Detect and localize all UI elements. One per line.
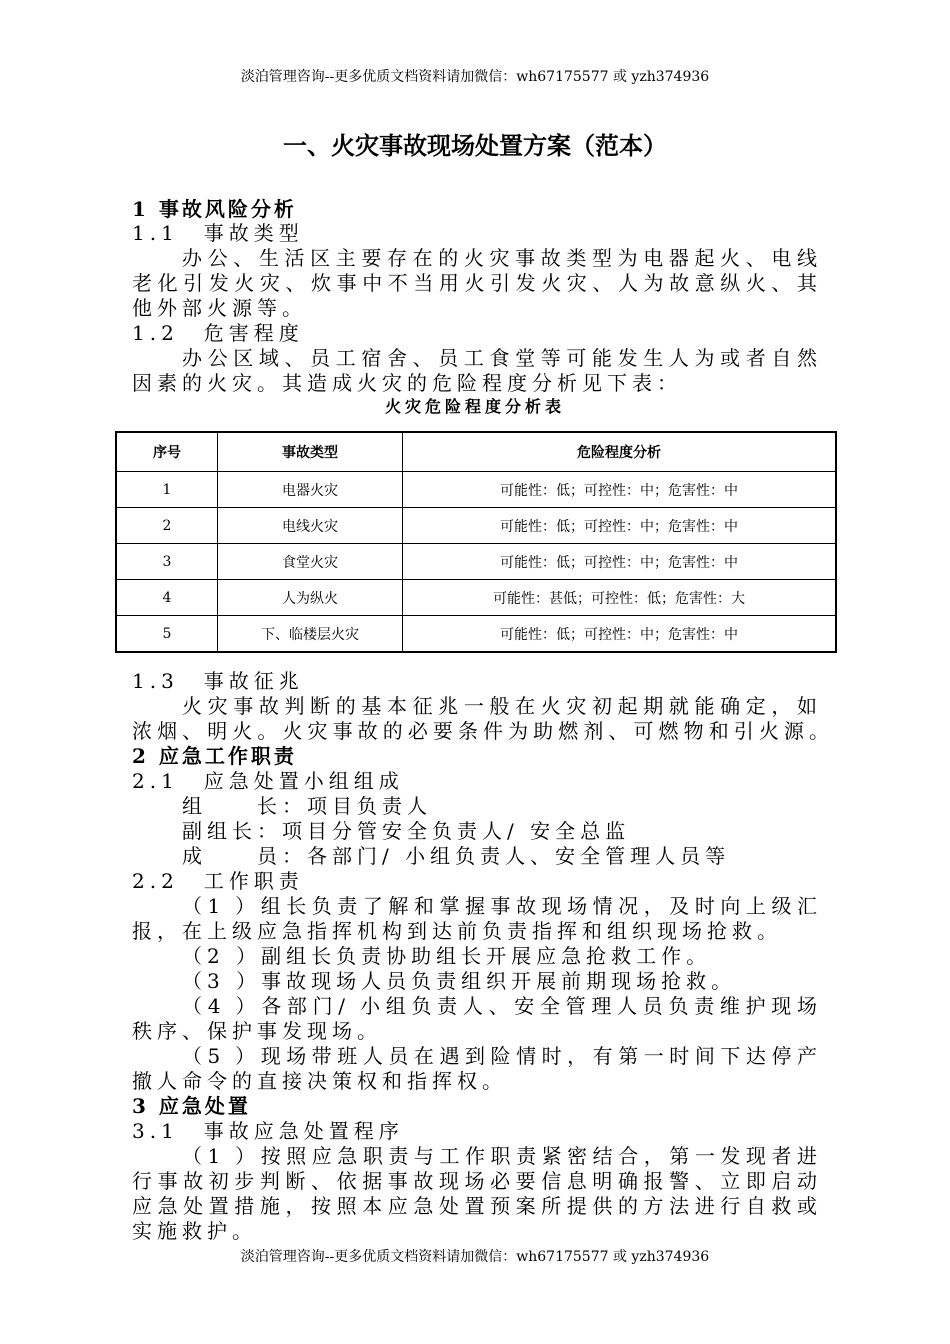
- table-cell: 食堂火灾: [218, 544, 403, 580]
- section-1-heading: 1 事故风险分析: [132, 197, 297, 221]
- table-cell: 人为纵火: [218, 580, 403, 616]
- table-cell: 电器火灾: [218, 472, 403, 508]
- paragraph-line: 办公区域、员工宿舍、员工食堂等可能发生人为或者自然: [182, 346, 820, 370]
- paragraph-line: 行事故初步判断、依据事故现场必要信息明确报警、立即启动: [132, 1169, 820, 1193]
- table-header-row: [116, 432, 836, 472]
- section-2-heading: 2 应急工作职责: [132, 744, 297, 768]
- table-cell: 可能性：甚低；可控性：低；危害性：大: [403, 580, 837, 616]
- table-row: [116, 616, 836, 653]
- table-cell: 可能性：低；可控性：中；危害性：中: [403, 508, 837, 544]
- column-header: 序号: [116, 432, 218, 472]
- section-1-3-heading: 1.3 事故征兆: [132, 669, 304, 693]
- table-cell: 下、临楼层火灾: [218, 616, 403, 653]
- paragraph-line: （5 ）现场带班人员在遇到险情时，有第一时间下达停产: [182, 1044, 820, 1068]
- table-cell: 可能性：低；可控性：中；危害性：中: [403, 616, 837, 653]
- section-1-2-heading: 1.2 危害程度: [132, 321, 304, 345]
- paragraph-line: 应急处置措施，按照本应急处置预案所提供的方法进行自救或: [132, 1194, 820, 1218]
- section-1-1-heading: 1.1 事故类型: [132, 221, 304, 245]
- section-2-1-heading: 2.1 应急处置小组组成: [132, 769, 404, 793]
- paragraph-line: 报，在上级应急指挥机构到达前负责指挥和组织现场抢救。: [132, 919, 782, 943]
- paragraph-line: 火灾事故判断的基本征兆一般在火灾初起期就能确定，如: [182, 694, 820, 718]
- member-deputy: 副组长：项目分管安全负责人/ 安全总监: [182, 819, 631, 843]
- table-row: [116, 508, 836, 544]
- paragraph-line: （1 ）按照应急职责与工作职责紧密结合，第一发现者进: [182, 1144, 820, 1168]
- table-cell: 可能性：低；可控性：中；危害性：中: [403, 472, 837, 508]
- section-2-2-heading: 2.2 工作职责: [132, 869, 304, 893]
- paragraph-line: （2 ）副组长负责协助组长开展应急抢救工作。: [182, 944, 712, 968]
- paragraph-line: （3 ）事故现场人员负责组织开展前期现场抢救。: [182, 969, 737, 993]
- table-cell: 1: [116, 472, 218, 508]
- page-title: 一、火灾事故现场处置方案（范本）: [283, 132, 667, 160]
- paragraph-line: 实施救护。: [132, 1219, 257, 1243]
- section-3-1-heading: 3.1 事故应急处置程序: [132, 1119, 404, 1143]
- column-header: 危险程度分析: [403, 432, 837, 472]
- table-row: [116, 580, 836, 616]
- paragraph-line: （1 ）组长负责了解和掌握事故现场情况，及时向上级汇: [182, 894, 820, 918]
- table-cell: 可能性：低；可控性：中；危害性：中: [403, 544, 837, 580]
- table-cell: 2: [116, 508, 218, 544]
- paragraph-line: 秩序、保护事发现场。: [132, 1019, 382, 1043]
- member-leader: 组 长：项目负责人: [182, 794, 432, 818]
- paragraph-line: 他外部火源等。: [132, 296, 307, 320]
- page-footer: 淡泊管理咨询--更多优质文档资料请加微信：wh67175577 或 yzh374936: [240, 1249, 710, 1265]
- table-cell: 电线火灾: [218, 508, 403, 544]
- paragraph-line: 撤人命令的直接决策权和指挥权。: [132, 1069, 507, 1093]
- column-header: 事故类型: [218, 432, 403, 472]
- paragraph-line: 因素的火灾。其造成火灾的危险程度分析见下表：: [132, 371, 682, 395]
- table-row: [116, 472, 836, 508]
- risk-analysis-table: [115, 431, 837, 653]
- table-cell: 5: [116, 616, 218, 653]
- table-caption: 火灾危险程度分析表: [384, 397, 565, 416]
- member-staff: 成 员：各部门/ 小组负责人、安全管理人员等: [182, 844, 731, 868]
- paragraph-line: （4 ）各部门/ 小组负责人、安全管理人员负责维护现场: [182, 994, 820, 1018]
- table-row: [116, 544, 836, 580]
- table-cell: 3: [116, 544, 218, 580]
- section-3-heading: 3 应急处置: [132, 1094, 251, 1118]
- paragraph-line: 办公、生活区主要存在的火灾事故类型为电器起火、电线: [182, 246, 820, 270]
- paragraph-line: 老化引发火灾、炊事中不当用火引发火灾、人为故意纵火、其: [132, 271, 820, 295]
- table-cell: 4: [116, 580, 218, 616]
- paragraph-line: 浓烟、明火。火灾事故的必要条件为助燃剂、可燃物和引火源。: [132, 719, 832, 743]
- page-header: 淡泊管理咨询--更多优质文档资料请加微信：wh67175577 或 yzh374936: [240, 69, 710, 85]
